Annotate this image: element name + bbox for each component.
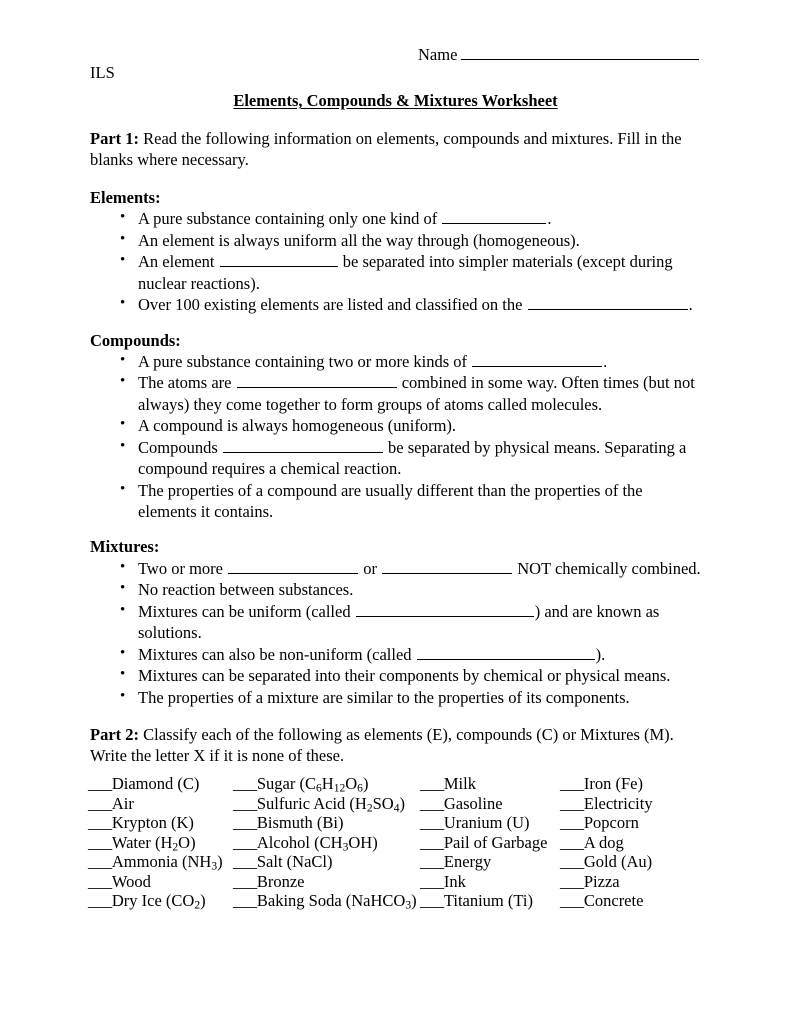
fill-in-blank[interactable] [528,296,688,310]
answer-blank[interactable]: ___ [560,891,584,910]
name-label: Name [418,45,458,64]
classification-item[interactable] [88,794,233,813]
classification-item[interactable] [420,872,560,891]
answer-blank[interactable]: ___ [88,774,112,793]
section-heading-mixtures: Mixtures: [90,537,160,557]
classification-item[interactable] [233,813,420,832]
bullet-text-pre: Mixtures can be separated into their components by chemical or physical means. [138,666,671,686]
classification-item-label: A dog [583,832,624,852]
worksheet-body [90,128,702,767]
answer-blank[interactable]: ___ [560,832,584,852]
answer-blank[interactable]: ___ [88,793,112,813]
bullet-text-post: be separated by physical means. Separating a compound requires a chemical reaction. [138,437,687,479]
classification-item[interactable] [560,813,710,832]
classification-item-label: Bismuth (Bi) [256,813,344,832]
classification-row [88,833,728,853]
answer-blank[interactable]: ___ [420,852,444,871]
list-item [90,230,702,251]
section-heading-elements: Elements: [90,187,161,207]
bullet-text-pre: A pure substance containing only one kind of [138,209,442,229]
bullet-text-post: NOT chemically combined. [513,558,701,578]
fill-in-blank[interactable] [223,439,383,453]
list-item [90,208,702,229]
answer-blank[interactable]: ___ [88,832,112,852]
classification-item-label: Pail of Garbage [443,832,548,852]
classification-item-label: Titanium (Ti) [443,891,533,910]
formula-subscript: 3 [211,860,218,873]
compounds-bullet-list [90,351,702,523]
bullet-text-post: combined in some way. Often times (but not always) they come together to form groups of atoms called molecules. [138,373,695,414]
classification-item-label: Diamond (C) [111,774,200,793]
part1-instructions [90,128,702,171]
answer-blank[interactable]: ___ [233,813,257,832]
classification-item[interactable] [420,794,560,813]
answer-blank[interactable]: ___ [420,891,444,910]
classification-item-label: Water $(H_2O)$ [111,832,196,854]
page-title-text: Elements, Compounds & Mixtures Worksheet [233,91,558,110]
bullet-text-pre: Mixtures can be uniform (called [138,601,355,621]
fill-in-blank[interactable] [220,253,338,267]
classification-item[interactable] [420,852,560,871]
fill-in-blank[interactable] [472,353,602,367]
fill-in-blank[interactable] [228,560,358,574]
classification-item[interactable] [88,833,233,852]
answer-blank[interactable]: ___ [233,852,257,871]
answer-blank[interactable]: ___ [233,774,257,793]
formula-subscript: 3 [342,841,349,854]
classification-item[interactable] [88,852,233,871]
answer-blank[interactable]: ___ [560,793,584,813]
section-mixtures [90,536,702,708]
fill-in-blank[interactable] [417,645,595,659]
bullet-text-post: ). [595,644,606,664]
answer-blank[interactable]: ___ [233,793,257,813]
formula-subscript: 2 [366,802,373,815]
classification-item-label: Milk [443,774,476,793]
classification-row [88,852,728,872]
list-item [90,579,702,600]
classification-row [88,813,728,833]
bullet-text-post: . [688,295,693,315]
part1-instructions-text: Read the following information on elements, compounds and mixtures. Fill in the blanks where necessary. [90,129,682,170]
bullet-text-pre: The atoms are [138,373,236,393]
part2-instructions [90,724,702,767]
formula-subscript: 2 [194,899,201,912]
bullet-text-pre: An element is always uniform all the way through (homogeneous). [138,230,580,250]
formula-subscript: 6 [315,782,322,795]
part1-label: Part 1: [90,129,140,148]
answer-blank[interactable]: ___ [233,891,257,910]
formula-subscript: 4 [393,802,400,815]
fill-in-blank[interactable] [237,374,397,388]
part2-instructions-text: Classify each of the following as elements (E), compounds (C) or Mixtures (M). Write the letter X if it is none of these. [90,724,674,766]
bullet-text-pre: No reaction between substances. [138,580,354,600]
classification-item-label: Salt (NaCl) [256,852,333,871]
classification-item-label: Energy [443,852,492,871]
classification-row [88,872,728,892]
classification-item-label: Gasoline [443,793,503,813]
list-item [90,251,702,294]
answer-blank[interactable]: ___ [88,852,112,871]
list-item [90,437,702,480]
classification-item-label: Air [111,793,134,813]
answer-blank[interactable]: ___ [233,832,257,852]
classification-item-label: Alcohol $(CH_3OH)$ [256,832,378,854]
formula-subscript: 3 [405,899,412,912]
list-item [90,665,702,686]
answer-blank[interactable]: ___ [560,852,584,871]
classification-item[interactable] [420,833,560,852]
classification-item[interactable] [420,774,560,793]
classification-item-label: Wood [111,871,151,891]
bullet-text-post: . [547,209,552,229]
bullet-text-post: be separated into simpler materials (except during nuclear reactions). [138,252,673,293]
name-field-row [418,45,708,65]
classification-item[interactable] [233,891,420,910]
answer-blank[interactable]: ___ [88,891,112,910]
bullet-text-post: . [603,351,608,371]
section-heading-compounds: Compounds: [90,330,181,350]
answer-blank[interactable]: ___ [88,813,112,832]
classification-item[interactable] [560,872,710,891]
bullet-text-pre: Over 100 existing elements are listed and classified on the [138,295,527,315]
classification-item[interactable] [233,774,420,793]
classification-item-label: Iron (Fe) [583,774,643,793]
classification-item-label: Pizza [583,871,620,891]
classification-item[interactable] [88,872,233,891]
formula-subscript: 6 [357,782,363,795]
classification-item-label: Concrete [583,891,644,910]
list-item [90,480,702,523]
bullet-text-pre: Mixtures can also be non-uniform (called [138,644,416,664]
classification-item[interactable] [88,774,233,793]
page-title [0,91,791,111]
classification-item-label: Popcorn [583,813,639,832]
list-item [90,294,702,315]
classification-row [88,774,728,794]
list-item [90,558,702,579]
mixtures-bullet-list [90,558,702,708]
classification-row [88,794,728,814]
bullet-text-mid: or [359,558,382,578]
answer-blank[interactable]: ___ [420,774,444,793]
classification-item-label: Ammonia $(NH_3)$ [111,852,223,873]
fill-in-blank[interactable] [442,210,546,224]
answer-blank[interactable]: ___ [560,774,584,793]
answer-blank[interactable]: ___ [420,793,444,813]
answer-blank[interactable]: ___ [233,871,257,891]
classification-item-label: Sulfuric Acid $(H_2SO_4)$ [256,793,405,815]
classification-item-label: Ink [443,871,466,891]
formula-subscript: 12 [333,782,346,795]
list-item [90,644,702,665]
classification-item-label: Electricity [583,793,653,813]
bullet-text-pre: A pure substance containing two or more kinds of [138,351,472,371]
classification-item[interactable] [88,891,233,910]
formula-subscript: 2 [172,841,179,854]
classification-item-label: Baking Soda (NaHCO$_3$) [256,891,417,912]
classification-item[interactable] [233,794,420,813]
classification-item-label: Bronze [256,871,305,891]
classification-item[interactable] [233,852,420,871]
fill-in-blank[interactable] [356,603,534,617]
answer-blank[interactable]: ___ [420,871,444,891]
bullet-text-pre: The properties of a mixture are similar to the properties of its components. [138,687,630,707]
bullet-text-pre: Two or more [138,558,228,578]
elements-bullet-list [90,208,702,315]
list-item [90,687,702,708]
classification-item[interactable] [560,852,710,871]
classification-item-label: Krypton (K) [111,813,194,832]
list-item [90,601,702,644]
fill-in-blank[interactable] [382,560,512,574]
classification-item[interactable] [560,774,710,793]
name-blank-line[interactable] [461,46,699,60]
classification-item[interactable] [420,891,560,910]
section-compounds [90,330,702,523]
answer-blank[interactable]: ___ [420,832,444,852]
bullet-text-post: ) and are known as solutions. [138,601,660,643]
classification-item-label: Uranium (U) [443,813,530,832]
bullet-text-pre: An element [138,252,219,272]
classification-item[interactable] [88,813,233,832]
bullet-text-pre: The properties of a compound are usually different than the properties of the elements it contains. [138,480,643,521]
answer-blank[interactable]: ___ [560,871,584,891]
classification-grid [88,774,728,911]
classification-item-label: Gold (Au) [583,852,653,871]
answer-blank[interactable]: ___ [420,813,444,832]
answer-blank[interactable]: ___ [88,871,112,891]
classification-item[interactable] [233,833,420,852]
classification-row [88,891,728,911]
bullet-text-pre: Compounds [138,437,222,457]
list-item [90,415,702,436]
list-item [90,372,702,415]
bullet-text-pre: A compound is always homogeneous (uniform). [138,416,457,436]
classification-item[interactable] [560,794,710,813]
classification-item[interactable] [560,833,710,852]
classification-item[interactable] [420,813,560,832]
list-item [90,351,702,372]
classification-item-label: Sugar $(C_6H_{12}O_6)$ [256,774,369,795]
course-code: ILS [90,63,115,82]
classification-item[interactable] [233,872,420,891]
classification-item[interactable] [560,891,710,910]
section-elements [90,187,702,316]
part2-label: Part 2: [90,724,140,744]
classification-item-label: Dry Ice $(CO_2)$ [111,891,206,912]
answer-blank[interactable]: ___ [560,813,584,832]
